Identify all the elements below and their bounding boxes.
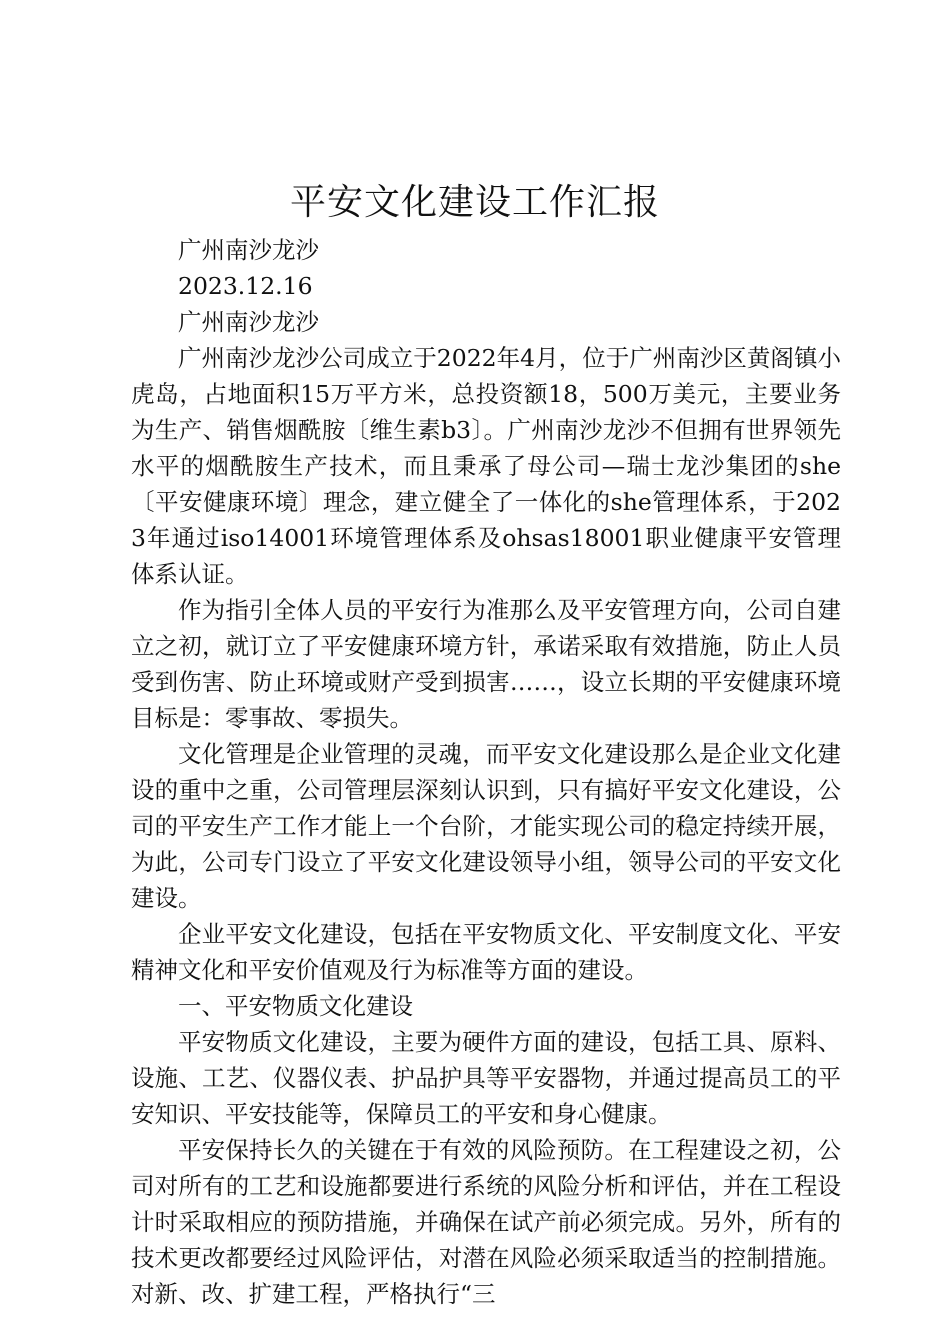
page-title: 平安文化建设工作汇报 — [289, 182, 660, 223]
organization-line: 广州南沙龙沙 — [178, 308, 319, 336]
paragraph: 平安物质文化建设，主要为硬件方面的建设，包括工具、原料、设施、工艺、仪器仪表、护品护具等平安器物，并通过提高员工的平安知识、平安技能等，保障员工的平安和身心健康。 — [131, 1028, 841, 1128]
document-body — [131, 232, 841, 1312]
author-line: 广州南沙龙沙 — [178, 236, 319, 264]
paragraph: 广州南沙龙沙公司成立于2022年4月，位于广州南沙区黄阁镇小虎岛，占地面积15万平方米，总投资额18，500万美元，主要业务为生产、销售烟酰胺〔维生素b3〕。广州南沙龙沙不但拥有世界领先水平的烟酰胺生产技术，而且秉承了母公司—瑞士龙沙集团的she〔平安健康环境〕理念，建立健全了一体化的she管理体系，于2023年通过iso14001环境管理体系及ohsas18001职业健康平安管理体系认证。 — [131, 344, 841, 588]
paragraph: 平安保持长久的关键在于有效的风险预防。在工程建设之初，公司对所有的工艺和设施都要进行系统的风险分析和评估，并在工程设计时采取相应的预防措施，并确保在试产前必须完成。另外，所有的技术更改都要经过风险评估，对潜在风险必须采取适当的控制措施。对新、改、扩建工程，严格执行“三 — [131, 1136, 841, 1308]
paragraph: 企业平安文化建设，包括在平安物质文化、平安制度文化、平安精神文化和平安价值观及行为标准等方面的建设。 — [131, 920, 841, 984]
paragraph: 作为指引全体人员的平安行为准那么及平安管理方向，公司自建立之初，就订立了平安健康环境方针，承诺采取有效措施，防止人员受到伤害、防止环境或财产受到损害……，设立长期的平安健康环境目标是：零事故、零损失。 — [131, 596, 841, 732]
section-heading: 一、平安物质文化建设 — [178, 992, 413, 1020]
paragraph: 文化管理是企业管理的灵魂，而平安文化建设那么是企业文化建设的重中之重，公司管理层深刻认识到，只有搞好平安文化建设，公司的平安生产工作才能上一个台阶，才能实现公司的稳定持续开展，为此，公司专门设立了平安文化建设领导小组，领导公司的平安文化建设。 — [131, 740, 841, 912]
date-line: 2023.12.16 — [178, 272, 313, 300]
